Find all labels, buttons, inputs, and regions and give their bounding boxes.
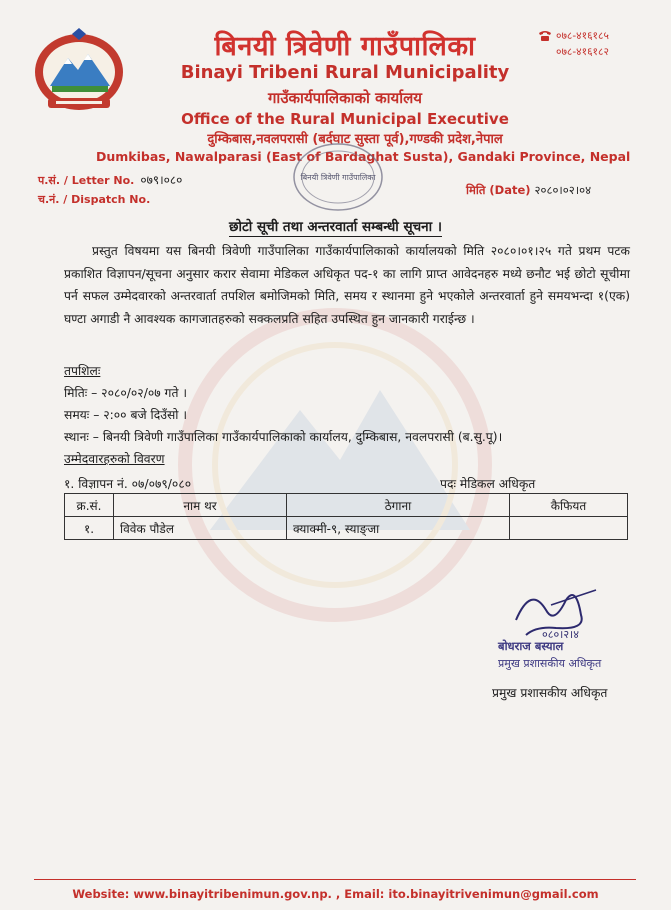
signatory-role: प्रमुख प्रशासकीय अधिकृत	[492, 686, 608, 700]
table-header-row	[65, 494, 628, 517]
cell-remarks	[510, 517, 628, 540]
letter-number	[38, 171, 182, 188]
interview-time: समयः – २:०० बजे दिउँसो ।	[64, 408, 188, 422]
candidate-table	[64, 493, 628, 540]
phone-icon	[538, 30, 552, 41]
seal-text: बिनयी त्रिवेणी गाउँपालिका	[300, 173, 376, 182]
dispatch-number-label: च.नं. / Dispatch No.	[38, 193, 151, 206]
footer-contact: Website: www.binayitribenimun.gov.np. , Email: ito.binayitrivenimun@gmail.com	[72, 887, 599, 901]
municipality-logo-emblem	[30, 28, 128, 114]
dispatch-number	[38, 192, 156, 207]
issue-date-value: २०८०।०२।०४	[534, 183, 592, 197]
notice-body: प्रस्तुत विषयमा यस बिनयी त्रिवेणी गाउँपालिका गाउँकार्यपालिकाको कार्यालयको मिति २०८०।०१।२५ गते प्रथम पटक प्रकाशित विज्ञापन/सूचना अनुसार करार सेवामा मेडिकल अधिकृत पद-१ का लागि प्राप्त आवेदनहरु मध्ये छनौट भई छोटो सूचीमा पर्न सफल उम्मेदवारको अन्तरवार्ता तपशिल बमोजिमको मिति, समय र स्थानमा हुने भएकोले अन्तरवार्ता हुने समयभन्दा १(एक) घण्टा अगाडी नै आवश्यक कागजातहरुको सक्कलप्रति सहित उपस्थित हुन जानकारी गराईन्छ ।	[64, 244, 630, 326]
candidates-heading: उम्मेदवारहरुको विवरण	[64, 452, 165, 466]
interview-place: स्थानः – बिनयी त्रिवेणी गाउँपालिका गाउँकार्यपालिकाको कार्यालय, दुम्किबास, नवलपरासी (ब.सु.पू)।	[64, 430, 503, 444]
signatory-name: बोधराज बस्याल	[498, 639, 564, 653]
cell-serial: १.	[65, 517, 114, 540]
footer-divider	[34, 879, 636, 880]
signatory-role-stamp: प्रमुख प्रशासकीय अधिकृत	[498, 657, 602, 670]
signature-date: ०८०।२।४	[542, 628, 579, 641]
address-english: Dumkibas, Nawalparasi (East of Bardaghat Susta), Gandaki Province, Nepal	[96, 149, 631, 164]
phone-number-2: ०७८-४१६१८२	[556, 46, 609, 58]
col-header-remarks: कैफियत	[510, 494, 628, 517]
office-name-nepali: गाउँकार्यपालिकाको कार्यालय	[267, 89, 422, 107]
col-header-address: ठेगाना	[287, 494, 510, 517]
municipality-name-english: Binayi Tribeni Rural Municipality	[180, 62, 510, 83]
office-name-english: Office of the Rural Municipal Executive	[181, 110, 509, 128]
issue-date	[466, 183, 591, 198]
municipality-name-nepali: बिनयी त्रिवेणी गाउँपालिका	[214, 31, 476, 62]
letter-number-label: प.सं. / Letter No.	[38, 174, 135, 187]
post-title: पदः मेडिकल अधिकृत	[440, 477, 536, 491]
details-heading: तपशिलः	[64, 364, 101, 378]
col-header-serial: क्र.सं.	[65, 494, 114, 517]
letter-number-value: ०७९।०८०	[140, 173, 183, 187]
address-nepali: दुम्किबास,नवलपरासी (बर्दघाट सुस्ता पूर्व),गण्डकी प्रदेश,नेपाल	[207, 132, 503, 147]
issue-date-label: मिति (Date)	[466, 183, 531, 197]
office-seal-stamp	[290, 140, 386, 214]
watermark-emblem	[170, 300, 500, 630]
table-row	[65, 517, 628, 540]
vacancy-number: १. विज्ञापन नं. ०७/०७९/०८०	[64, 477, 192, 491]
cell-address: क्याक्मी-९, स्याङ्जा	[287, 517, 510, 540]
interview-date: मितिः – २०८०/०२/०७ गते ।	[64, 386, 188, 400]
cell-name: विवेक पौडेल	[114, 517, 287, 540]
col-header-name: नाम थर	[114, 494, 287, 517]
phone-number-1: ०७८-४१६१८५	[556, 30, 609, 42]
notice-subject: छोटो सूची तथा अन्तरवार्ता सम्बन्धी सूचना ।	[229, 219, 442, 235]
